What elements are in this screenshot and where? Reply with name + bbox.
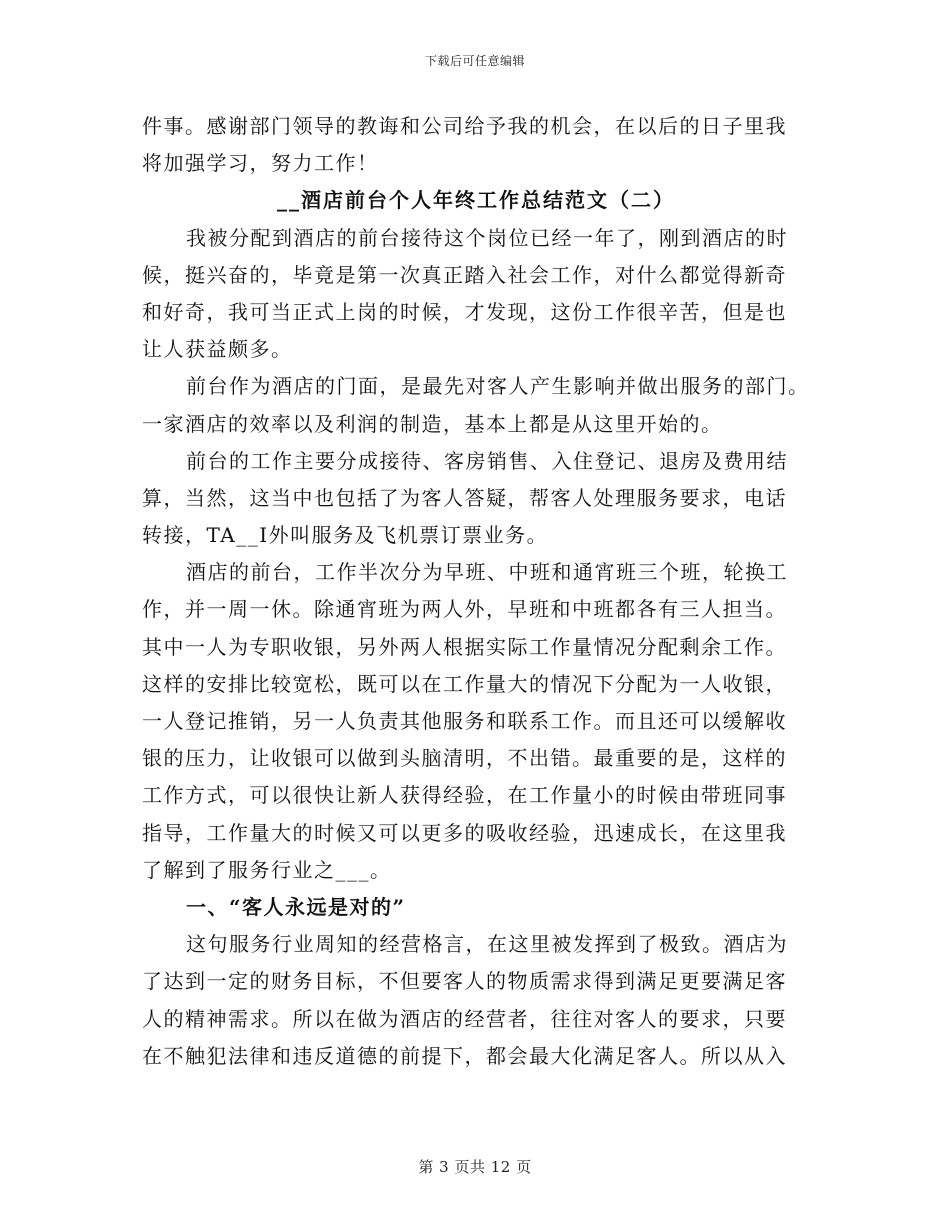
text-line: 我被分配到酒店的前台接待这个岗位已经一年了，刚到酒店的时 [186,225,788,250]
text-line: 转接，TA__I外叫服务及飞机票订票业务。 [142,523,549,548]
text-line: 这样的安排比较宽松，既可以在工作量大的情况下分配为一人收银， [142,671,787,696]
paragraph [142,220,810,369]
text-line: 银的压力，让收银可以做到头脑清明，不出错。最重要的是，这样的 [142,746,787,771]
text-line: 其中一人为专职收银，另外两人根据实际工作量情况分配剩余工作。 [142,634,787,659]
text-line: 前台的工作主要分成接待、客房销售、入住登记、退房及费用结 [186,448,788,473]
text-line: 指导，工作量大的时候又可以更多的吸收经验，迅速成长，在这里我 [142,820,787,845]
text-line: 前台作为酒店的门面，是最先对客人产生影响并做出服务的部门。 [186,374,810,399]
document-body [142,108,810,1075]
text-line: 人的精神需求。所以在做为酒店的经营者，往往对客人的要求，只要 [142,1006,787,1031]
page-header: 下载后可任意编辑 [424,54,525,68]
paragraph [142,926,810,1075]
text-line: 在不触犯法律和违反道德的前提下，都会最大化满足客人。所以从入 [142,1043,787,1068]
text-line: 一家酒店的效率以及利润的制造，基本上都是从这里开始的。 [142,411,723,436]
text-line: 了达到一定的财务目标，不但要客人的物质需求得到满足更要满足客 [142,969,787,994]
text-line: 酒店的前台，工作半次分为早班、中班和通宵班三个班，轮换工 [186,560,788,585]
paragraph [142,368,810,442]
paragraph-continuation [142,108,810,182]
text-line: 算，当然，这当中也包括了为客人答疑，帮客人处理服务要求，电话 [142,485,787,510]
section-title: __酒店前台个人年终工作总结范文（二） [277,188,675,213]
text-line: 了解到了服务行业之___。 [142,857,392,882]
text-line: 这句服务行业周知的经营格言，在这里被发挥到了极致。酒店为 [186,932,788,957]
text-line: 和好奇，我可当正式上岗的时候，才发现，这份工作很辛苦，但是也 [142,299,787,324]
paragraph [142,443,810,555]
text-line: 件事。感谢部门领导的教诲和公司给予我的机会，在以后的日子里我 [142,114,787,138]
text-line: 候，挺兴奋的，毕竟是第一次真正踏入社会工作，对什么都觉得新奇 [142,262,787,287]
text-line: 将加强学习，努力工作！ [142,151,379,176]
text-line: 工作方式，可以很快让新人获得经验，在工作量小的时候由带班同事 [142,783,787,808]
text-line: 让人获益颇多。 [142,337,293,362]
text-line: 一人登记推销，另一人负责其他服务和联系工作。而且还可以缓解收 [142,709,787,733]
page-footer: 第 3 页共 12 页 [418,1158,532,1176]
paragraph [142,554,810,889]
text-line: 作，并一周一休。除通宵班为两人外，早班和中班都各有三人担当。 [142,597,787,622]
subsection-heading: 一、“客人永远是对的” [186,894,406,919]
